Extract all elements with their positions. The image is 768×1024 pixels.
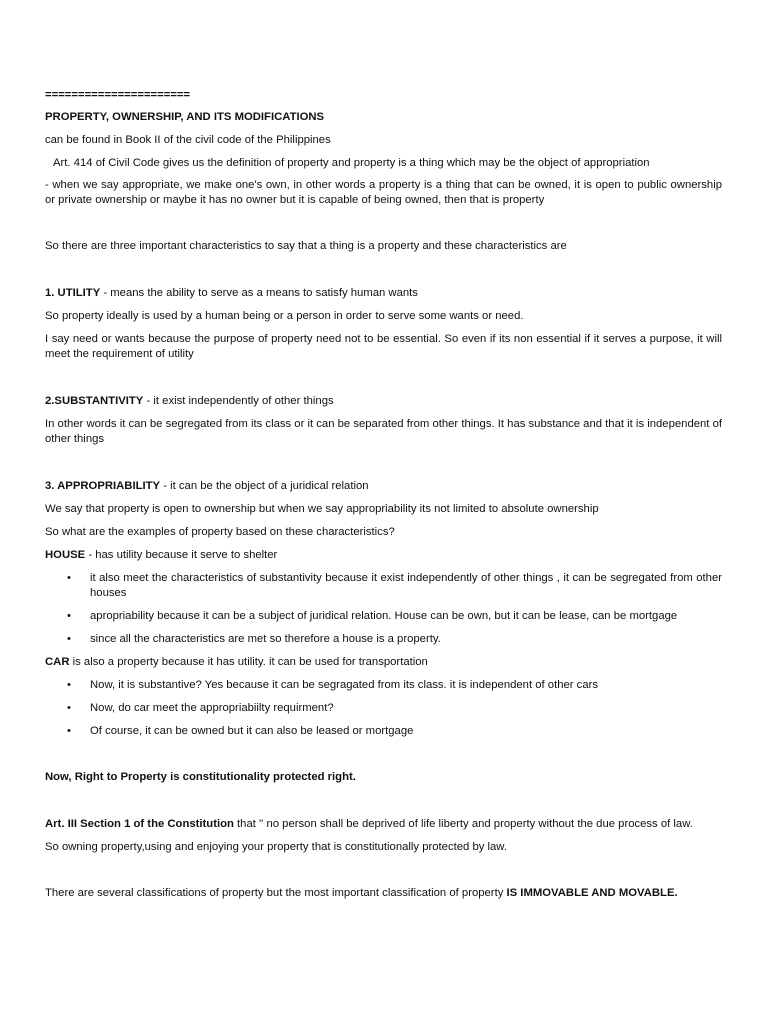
divider-line: ====================== (45, 89, 191, 101)
document-title: PROPERTY, OWNERSHIP, AND ITS MODIFICATIONS (45, 111, 325, 123)
house-bullet-list (45, 571, 722, 647)
three-characteristics-intro: So there are three important characteristics to say that a thing is a property and these characteristics are (45, 240, 567, 252)
document-page (45, 88, 722, 901)
right-to-property: Now, Right to Property is constitutionality protected right. (45, 771, 356, 783)
car-line (45, 655, 722, 670)
bullet-icon: • (67, 572, 71, 584)
classifications-text: There are several classifications of property but the most important classification of property (45, 887, 507, 899)
substantivity-heading-line (45, 394, 722, 409)
bullet-icon: • (67, 610, 71, 622)
intro-line: can be found in Book II of the civil code of the Philippines (45, 134, 331, 146)
utility-definition: - means the ability to serve as a means to satisfy human wants (100, 287, 418, 299)
list-item (45, 571, 722, 601)
list-item (45, 632, 722, 647)
bullet-icon: • (67, 633, 71, 645)
art414-rest: gives us the definition of property and property is a thing which may be the object of appropriation (159, 157, 650, 169)
utility-heading-line (45, 286, 722, 301)
constitution-rest: that '' no person shall be deprived of life liberty and property without the due process of law. (233, 818, 693, 830)
art414-lead: Art. 414 of Civil Code (53, 157, 160, 169)
house-bullet-text: it also meet the characteristics of substantivity because it exist independently of other things , it can be segregated from other houses (90, 572, 722, 599)
house-label: HOUSE (45, 549, 86, 561)
car-label: CAR (45, 656, 70, 668)
utility-paragraph-1: So property ideally is used by a human being or a person in order to serve some wants or need. (45, 310, 524, 322)
appropriability-paragraph-2: So what are the examples of property based on these characteristics? (45, 526, 395, 538)
car-bullet-list (45, 678, 722, 739)
house-bullet-text: apropriability because it can be a subject of juridical relation. House can be own, but it can be lease, can be mortgage (90, 610, 678, 622)
house-bullet-text: since all the characteristics are met so therefore a house is a property. (90, 633, 441, 645)
constitution-paragraph (45, 817, 722, 832)
constitution-followup: So owning property,using and enjoying your property that is constitutionally protected by law. (45, 841, 507, 853)
constitution-lead: Art. III Section 1 of the Constitution (45, 818, 234, 830)
house-text: - has utility because it serve to shelter (85, 549, 278, 561)
appropriate-explanation: - when we say appropriate, we make one's own, in other words a property is a thing that can be owned, it is open to public ownership or private ownership or maybe it has no owner but it is capable of being owned, then that is property (45, 179, 722, 206)
car-bullet-text: Now, do car meet the appropriabiilty requirment? (90, 702, 334, 714)
substantivity-definition: - it exist independently of other things (143, 395, 334, 407)
art414-paragraph (45, 156, 722, 171)
list-item (45, 678, 722, 693)
substantivity-heading: 2.SUBSTANTIVITY (45, 395, 144, 407)
bullet-icon: • (67, 702, 71, 714)
car-bullet-text: Of course, it can be owned but it can also be leased or mortgage (90, 725, 414, 737)
substantivity-paragraph-1: In other words it can be segregated from its class or it can be separated from other things. It has substance and that it is independent of other things (45, 418, 722, 445)
appropriability-heading: 3. APPROPRIABILITY (45, 480, 161, 492)
car-bullet-text: Now, it is substantive? Yes because it can be segragated from its class. it is independent of other cars (90, 679, 599, 691)
classifications-bold: IS IMMOVABLE AND MOVABLE. (506, 887, 678, 899)
list-item (45, 701, 722, 716)
car-text: is also a property because it has utility. it can be used for transportation (69, 656, 428, 668)
appropriability-heading-line (45, 479, 722, 494)
utility-paragraph-2: I say need or wants because the purpose of property need not to be essential. So even if its non essential if it serves a purpose, it will meet the requirement of utility (45, 333, 722, 360)
bullet-icon: • (67, 679, 71, 691)
list-item (45, 724, 722, 739)
house-line (45, 548, 722, 563)
utility-heading: 1. UTILITY (45, 287, 101, 299)
appropriability-definition: - it can be the object of a juridical relation (160, 480, 369, 492)
appropriability-paragraph-1: We say that property is open to ownership but when we say appropriability its not limited to absolute ownership (45, 503, 599, 515)
bullet-icon: • (67, 725, 71, 737)
classifications-paragraph (45, 886, 722, 901)
list-item (45, 609, 722, 624)
